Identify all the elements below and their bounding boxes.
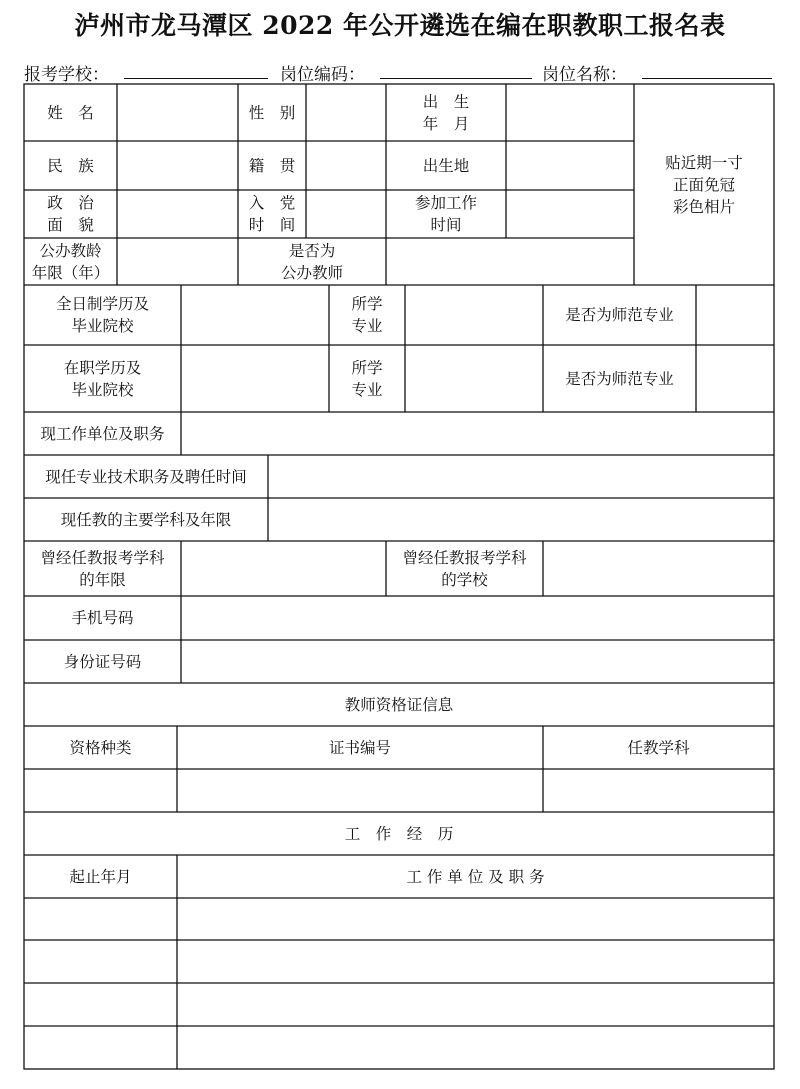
field-major-2[interactable] [405, 345, 543, 412]
label-birthplace: 出生地 [422, 156, 470, 175]
label-normal-major-2: 是否为师范专业 [565, 369, 674, 388]
field-prev-subject-school[interactable] [543, 541, 774, 596]
label-major-2: 所学 专业 [351, 358, 383, 399]
header-cert-type: 资格种类 [69, 738, 132, 757]
field-current-unit[interactable] [181, 412, 774, 455]
field-is-public-teacher[interactable] [386, 238, 634, 285]
field-birthplace[interactable] [506, 141, 634, 190]
label-name: 姓 名 [47, 103, 94, 122]
field-teaching-years[interactable] [117, 238, 238, 285]
label-party-join: 入 党 时 间 [248, 194, 296, 234]
field-id-number[interactable] [181, 640, 774, 683]
field-work-unit[interactable] [177, 1026, 774, 1069]
field-cert-number[interactable] [177, 769, 543, 812]
field-period[interactable] [24, 898, 177, 940]
field-work-unit[interactable] [177, 983, 774, 1026]
cert-section-heading: 教师资格证信息 [344, 695, 454, 714]
label-native-place: 籍 贯 [248, 156, 296, 175]
label-prev-subject-school: 曾经任教报考学科 的学校 [402, 548, 527, 589]
field-political[interactable] [117, 190, 238, 238]
field-fulltime-edu[interactable] [181, 285, 329, 345]
label-work-start: 参加工作 时间 [414, 194, 477, 234]
label-teaching-years: 公办教龄 年限（年） [31, 241, 110, 282]
header-work-unit: 工 作 单 位 及 职 务 [406, 867, 545, 886]
field-phone[interactable] [181, 596, 774, 640]
photo-placeholder[interactable]: 贴近期一寸 正面免冠 彩色相片 [665, 153, 743, 216]
field-inservice-edu[interactable] [181, 345, 329, 412]
label-normal-major-1: 是否为师范专业 [565, 306, 674, 324]
label-gender: 性 别 [248, 103, 296, 122]
label-fulltime-edu: 全日制学历及 毕业院校 [55, 295, 149, 335]
label-tech-title: 现任专业技术职务及聘任时间 [45, 467, 247, 486]
field-party-join[interactable] [306, 190, 386, 238]
label-main-subject: 现任教的主要学科及年限 [60, 510, 232, 529]
header-cert-number: 证书编号 [328, 738, 391, 757]
label-political: 政 治 面 貌 [47, 194, 94, 234]
field-ethnicity[interactable] [117, 141, 238, 190]
label-ethnicity: 民 族 [47, 156, 94, 175]
field-period[interactable] [24, 983, 177, 1026]
school-label: 报考学校： [24, 65, 109, 85]
header-period: 起止年月 [69, 867, 132, 886]
label-id-number: 身份证号码 [63, 652, 142, 671]
label-major-1: 所学 专业 [351, 295, 383, 335]
work-section-heading: 工 作 经 历 [344, 824, 454, 843]
form-title: 泸州市龙马潭区 2022 年公开遴选在编在职教职工报名表 [74, 11, 726, 40]
field-period[interactable] [24, 940, 177, 983]
field-main-subject[interactable] [268, 498, 774, 541]
label-is-public-teacher: 是否为 公办教师 [280, 241, 343, 282]
field-tech-title[interactable] [268, 455, 774, 498]
position-code-label: 岗位编码： [280, 65, 365, 85]
field-prev-subject-years[interactable] [181, 541, 386, 596]
field-cert-type[interactable] [24, 769, 177, 812]
field-work-start[interactable] [506, 190, 634, 238]
field-gender[interactable] [306, 84, 386, 141]
label-birth: 出 生 年 月 [422, 92, 470, 133]
field-cert-subject[interactable] [543, 769, 774, 812]
field-major-1[interactable] [405, 285, 543, 345]
label-inservice-edu: 在职学历及 毕业院校 [63, 358, 142, 399]
field-normal-major-1[interactable] [696, 285, 774, 345]
label-prev-subject-years: 曾经任教报考学科 的年限 [40, 548, 165, 589]
field-work-unit[interactable] [177, 898, 774, 940]
field-name[interactable] [117, 84, 238, 141]
field-work-unit[interactable] [177, 940, 774, 983]
field-period[interactable] [24, 1026, 177, 1069]
field-native-place[interactable] [306, 141, 386, 190]
field-normal-major-2[interactable] [696, 345, 774, 412]
label-current-unit: 现工作单位及职务 [40, 424, 165, 443]
header-cert-subject: 任教学科 [627, 738, 690, 757]
field-birth[interactable] [506, 84, 634, 141]
position-name-label: 岗位名称： [542, 65, 627, 85]
label-phone: 手机号码 [71, 609, 134, 627]
